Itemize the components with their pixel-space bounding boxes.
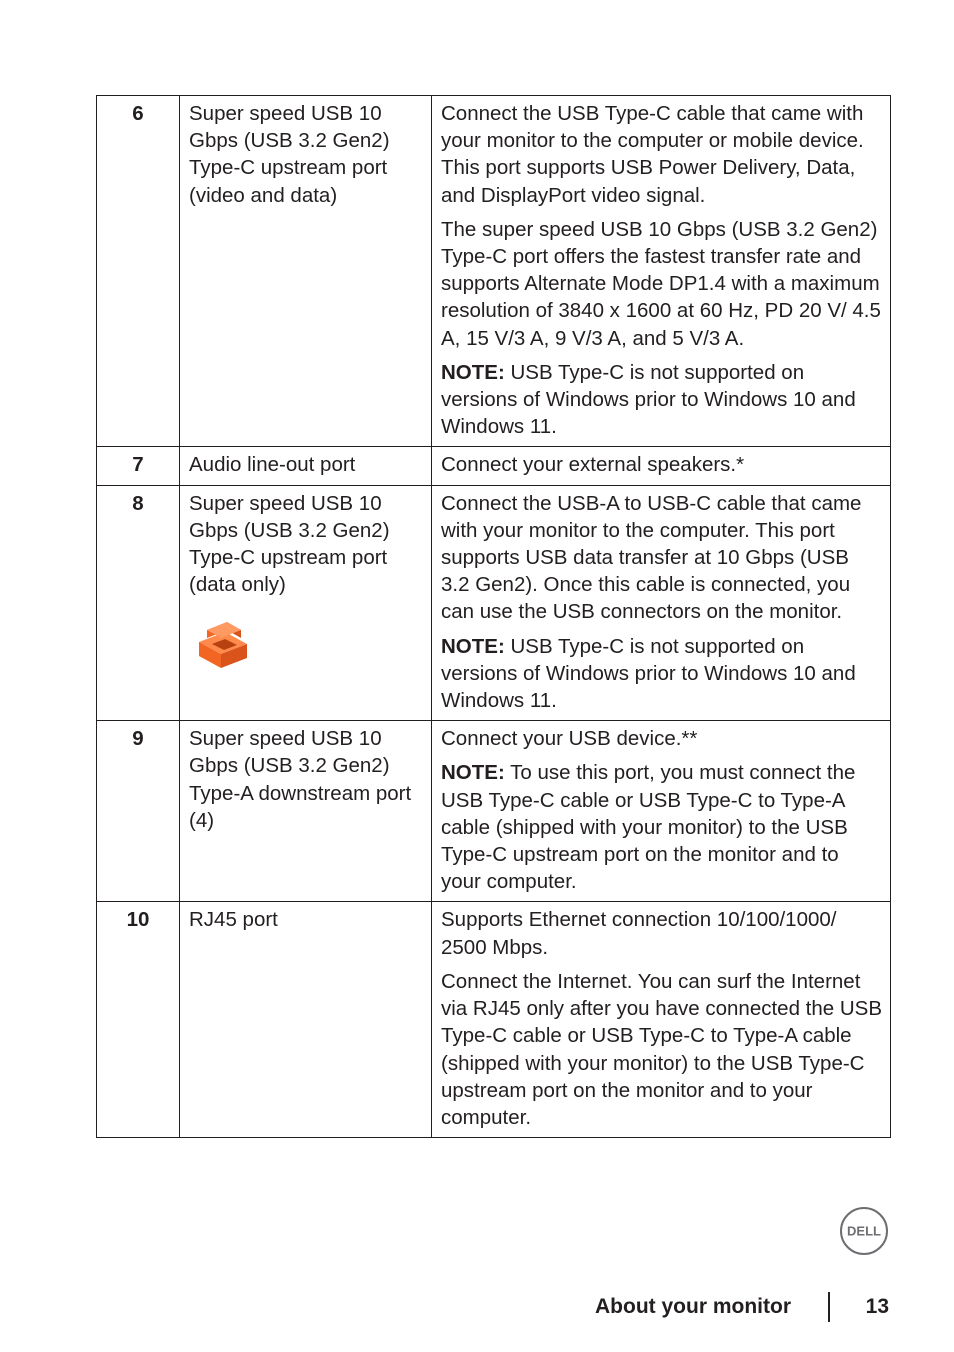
table-row bbox=[97, 96, 891, 447]
port-description bbox=[432, 485, 891, 721]
note bbox=[441, 633, 882, 715]
note-text: USB Type-C is not supported on versions of Windows prior to Windows 10 and Windows 11. bbox=[441, 360, 856, 439]
page-number: 13 bbox=[865, 1295, 889, 1318]
port-number: 8 bbox=[97, 485, 180, 721]
note-label: NOTE: bbox=[441, 761, 505, 785]
port-description bbox=[432, 447, 891, 485]
note-text: USB Type-C is not supported on versions of Windows prior to Windows 10 and Windows 11. bbox=[441, 634, 856, 713]
page-footer bbox=[560, 1292, 891, 1324]
description-paragraph: Supports Ethernet connection 10/100/1000/ 2500 Mbps. bbox=[441, 908, 837, 959]
port-description bbox=[432, 96, 891, 447]
port-number: 6 bbox=[97, 96, 180, 447]
ports-table bbox=[96, 95, 891, 1138]
note bbox=[441, 759, 882, 895]
table-row bbox=[97, 721, 891, 902]
note-label: NOTE: bbox=[441, 360, 505, 384]
port-number: 9 bbox=[97, 721, 180, 902]
note-label: NOTE: bbox=[441, 634, 505, 658]
port-name: Super speed USB 10 Gbps (USB 3.2 Gen2) Type-C upstream port (data only) bbox=[189, 491, 390, 597]
port-description bbox=[432, 902, 891, 1138]
port-number: 10 bbox=[97, 902, 180, 1138]
description-paragraph: Connect the USB-A to USB-C cable that came with your monitor to the computer. This port supports USB data transfer at 10 Gbps (USB 3.2 Gen2). Once this cable is connected, you can use the USB connectors on the monitor. bbox=[441, 491, 862, 624]
description-paragraph: Connect the Internet. You can surf the Internet via RJ45 only after you have connected the USB Type-C cable or USB Type-C to Type-A cable (shipped with your monitor) to the USB Type-C upstream port on the monitor and to your computer. bbox=[441, 969, 883, 1129]
port-name-cell bbox=[180, 485, 432, 721]
port-name: RJ45 port bbox=[180, 902, 432, 1138]
note-text: To use this port, you must connect the USB Type-C cable or USB Type-C to Type-A cable (shipped with your monitor) to the USB Type-C upstream port on the monitor and to your computer. bbox=[441, 761, 856, 894]
dell-logo-text: DELL bbox=[847, 1223, 881, 1239]
footer-section-title: About your monitor bbox=[595, 1295, 791, 1318]
description-paragraph: The super speed USB 10 Gbps (USB 3.2 Gen2) Type-C port offers the fastest transfer rate and supports Alternate Mode DP1.4 with a maximum resolution of 3840 x 1600 at 60 Hz, PD 20 V/ 4.5 A, 15 V/3 A, 9 V/3 A, and 5 V/3 A. bbox=[441, 217, 881, 350]
table-row bbox=[97, 447, 891, 485]
port-number: 7 bbox=[97, 447, 180, 485]
port-name: Super speed USB 10 Gbps (USB 3.2 Gen2) Type-C upstream port (video and data) bbox=[180, 96, 432, 447]
description-paragraph: Connect your external speakers.* bbox=[441, 453, 745, 477]
dell-logo bbox=[839, 1206, 889, 1256]
port-name: Audio line-out port bbox=[180, 447, 432, 485]
port-description bbox=[432, 721, 891, 902]
description-paragraph: Connect the USB Type-C cable that came with your monitor to the computer or mobile device. This port supports USB Power Delivery, Data, and DisplayPort video signal. bbox=[441, 102, 864, 207]
table-row bbox=[97, 485, 891, 721]
description-paragraph: Connect your USB device.** bbox=[441, 727, 698, 751]
orange-usb-port-icon bbox=[195, 620, 251, 672]
table-row bbox=[97, 902, 891, 1138]
note bbox=[441, 359, 882, 441]
port-name: Super speed USB 10 Gbps (USB 3.2 Gen2) Type-A downstream port (4) bbox=[180, 721, 432, 902]
footer-divider bbox=[828, 1292, 830, 1322]
